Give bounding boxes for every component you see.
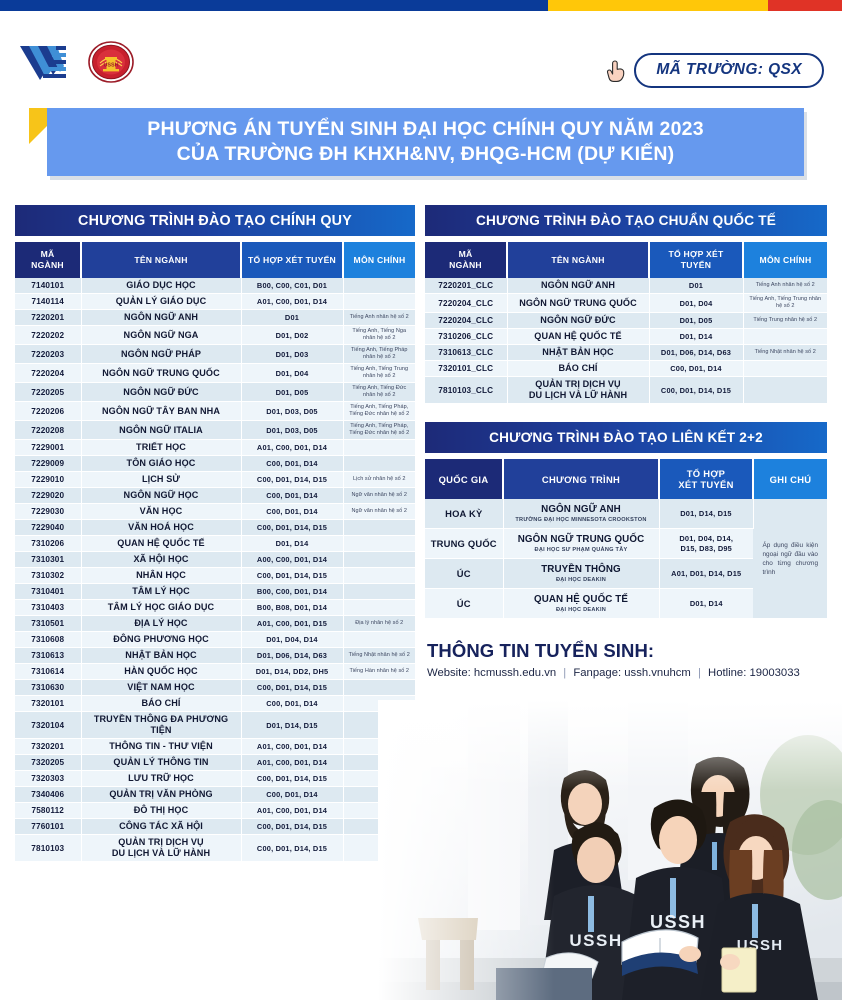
- section-title-chinh-quy: CHƯƠNG TRÌNH ĐÀO TẠO CHÍNH QUY: [15, 205, 415, 236]
- table-row: [15, 648, 415, 664]
- contact-heading: THÔNG TIN TUYỂN SINH:: [427, 640, 655, 661]
- cell-ma-nganh: 7310608: [15, 632, 81, 648]
- table-row: [15, 440, 415, 456]
- cell-mon-chinh: [343, 632, 415, 648]
- col-header-ten-nganh: TÊN NGÀNH: [81, 242, 241, 278]
- cell-to-hop: C00, D01, D14, D15: [241, 472, 343, 488]
- cell-ten-nganh: QUẢN TRỊ DỊCH VỤ DU LỊCH VÀ LỮ HÀNH: [507, 377, 649, 404]
- table-chuan-quoc-te: [425, 242, 827, 404]
- cell-quoc-gia: ÚC: [425, 559, 503, 589]
- table-row: [425, 313, 827, 329]
- photo-illustration: [378, 700, 842, 1000]
- cell-to-hop: C00, D01, D14, D15: [241, 680, 343, 696]
- cell-to-hop: A01, D01, D14, D15: [659, 559, 753, 589]
- cell-to-hop: D01, D05: [241, 383, 343, 402]
- page-header: [0, 11, 842, 96]
- cell-to-hop: D01, D14, DD2, DH5: [241, 664, 343, 680]
- cell-ma-nganh: 7229009: [15, 456, 81, 472]
- cell-ma-nganh: 7310301: [15, 552, 81, 568]
- cell-to-hop: C00, D01, D14, D15: [241, 771, 343, 787]
- cell-to-hop: D01, D14: [659, 589, 753, 619]
- hotline-label: Hotline:: [708, 667, 747, 679]
- table-row: [15, 310, 415, 326]
- cell-ma-nganh: 7320303: [15, 771, 81, 787]
- section-title-lien-ket: CHƯƠNG TRÌNH ĐÀO TẠO LIÊN KẾT 2+2: [425, 422, 827, 453]
- table-row: [15, 696, 415, 712]
- cell-ghi-chu: Áp dụng điều kiện ngoại ngữ đầu vào cho từng chương trình: [753, 499, 827, 619]
- cell-ma-nganh: 7220205: [15, 383, 81, 402]
- cell-ten-nganh: NGÔN NGỮ ANH: [507, 278, 649, 294]
- cell-mon-chinh: [343, 278, 415, 294]
- cell-ma-nganh: 7320205: [15, 755, 81, 771]
- cell-mon-chinh: Tiếng Nhật nhân hệ số 2: [743, 345, 827, 361]
- col-header-to-hop: TỔ HỢP XÉT TUYỂN: [649, 242, 743, 278]
- table-row: [15, 456, 415, 472]
- cell-mon-chinh: [743, 361, 827, 377]
- table-row: [15, 616, 415, 632]
- cell-ten-nganh: BÁO CHÍ: [507, 361, 649, 377]
- logo-group: [18, 39, 134, 85]
- cell-ten-nganh: ĐÔNG PHƯƠNG HỌC: [81, 632, 241, 648]
- cell-quoc-gia: ÚC: [425, 589, 503, 619]
- separator-1: |: [563, 667, 567, 679]
- cell-ma-nganh: 7320201: [15, 739, 81, 755]
- cell-to-hop: D01: [649, 278, 743, 294]
- cell-mon-chinh: Tiếng Trung nhân hệ số 2: [743, 313, 827, 329]
- cell-ma-nganh: 7310206_CLC: [425, 329, 507, 345]
- table-header-row: [15, 242, 415, 278]
- cell-ten-nganh: TÂM LÝ HỌC: [81, 584, 241, 600]
- table-row: [15, 383, 415, 402]
- cell-ten-nganh: ĐÔ THỊ HỌC: [81, 803, 241, 819]
- cell-ten-nganh: VĂN HỌC: [81, 504, 241, 520]
- cell-ma-nganh: 7220206: [15, 402, 81, 421]
- cell-ten-nganh: NGÔN NGỮ ANH: [81, 310, 241, 326]
- cell-mon-chinh: [743, 329, 827, 345]
- right-column: [425, 205, 827, 619]
- col-header-ma-nganh: MÃ NGÀNH: [15, 242, 81, 278]
- cell-to-hop: A00, C00, D01, D14: [241, 552, 343, 568]
- cell-ten-nganh: QUAN HỆ QUỐC TẾ: [507, 329, 649, 345]
- cell-to-hop: D01, D04, D14, D15, D83, D95: [659, 529, 753, 559]
- table-row: [15, 712, 415, 739]
- cell-to-hop: D01, D14, D15: [241, 712, 343, 739]
- hotline-value[interactable]: 19003033: [749, 667, 800, 679]
- table-row: [15, 755, 415, 771]
- cell-to-hop: D01, D03: [241, 345, 343, 364]
- cell-to-hop: A01, C00, D01, D14: [241, 739, 343, 755]
- cell-ten-nganh: QUẢN LÝ THÔNG TIN: [81, 755, 241, 771]
- table-row: [425, 361, 827, 377]
- cell-mon-chinh: Ngữ văn nhân hệ số 2: [343, 504, 415, 520]
- cell-mon-chinh: Tiếng Anh, Tiếng Trung nhân hệ số 2: [743, 294, 827, 313]
- cell-ma-nganh: 7320101_CLC: [425, 361, 507, 377]
- col-header-to-hop: TỔ HỢP XÉT TUYỂN: [659, 459, 753, 499]
- table-row: [425, 294, 827, 313]
- cell-ma-nganh: 7229010: [15, 472, 81, 488]
- col-header-mon-chinh: MÔN CHÍNH: [743, 242, 827, 278]
- cell-to-hop: C00, D01, D14: [241, 504, 343, 520]
- cell-to-hop: A01, C00, D01, D14: [241, 755, 343, 771]
- cell-ma-nganh: 7140101: [15, 278, 81, 294]
- cell-to-hop: B00, C00, D01, D14: [241, 584, 343, 600]
- table-row: [15, 402, 415, 421]
- table-row: [15, 600, 415, 616]
- cell-ten-nganh: NGÔN NGỮ NGA: [81, 326, 241, 345]
- table-row: [15, 584, 415, 600]
- cell-ma-nganh: 7310613: [15, 648, 81, 664]
- cell-mon-chinh: Lịch sử nhân hệ số 2: [343, 472, 415, 488]
- cell-to-hop: C00, D01, D14, D15: [241, 520, 343, 536]
- cell-ten-nganh: LƯU TRỮ HỌC: [81, 771, 241, 787]
- table-row: [425, 377, 827, 404]
- table-row: [425, 345, 827, 361]
- cell-ma-nganh: 7310501: [15, 616, 81, 632]
- table-row: [15, 472, 415, 488]
- cell-ma-nganh: 7220201: [15, 310, 81, 326]
- cell-mon-chinh: [743, 377, 827, 404]
- cell-mon-chinh: [343, 552, 415, 568]
- table-row: [15, 504, 415, 520]
- cell-mon-chinh: Tiếng Anh nhân hệ số 2: [743, 278, 827, 294]
- cell-mon-chinh: Tiếng Anh, Tiếng Pháp, Tiếng Đức nhân hệ số 2: [343, 421, 415, 440]
- cell-ten-nganh: NGÔN NGỮ HỌC: [81, 488, 241, 504]
- table-chinh-quy: [15, 242, 415, 862]
- table-row: [15, 294, 415, 310]
- contact-line: [427, 667, 827, 679]
- cell-ten-nganh: ĐỊA LÝ HỌC: [81, 616, 241, 632]
- section-title-chuan-quoc-te: CHƯƠNG TRÌNH ĐÀO TẠO CHUẨN QUỐC TẾ: [425, 205, 827, 236]
- cell-mon-chinh: Tiếng Anh, Tiếng Đức nhân hệ số 2: [343, 383, 415, 402]
- cell-ten-nganh: XÃ HỘI HỌC: [81, 552, 241, 568]
- table-row: [425, 499, 827, 529]
- cell-ma-nganh: 7310613_CLC: [425, 345, 507, 361]
- cell-to-hop: D01, D05: [649, 313, 743, 329]
- topbar-red-segment: [768, 0, 842, 11]
- cell-ma-nganh: 7220203: [15, 345, 81, 364]
- cell-to-hop: C00, D01, D14, D15: [241, 835, 343, 862]
- cell-ma-nganh: 7310630: [15, 680, 81, 696]
- col-header-ghi-chu: GHI CHÚ: [753, 459, 827, 499]
- cell-to-hop: A01, C00, D01, D15: [241, 616, 343, 632]
- cell-ten-nganh: VĂN HOÁ HỌC: [81, 520, 241, 536]
- table-row: [15, 520, 415, 536]
- cell-ma-nganh: 7229040: [15, 520, 81, 536]
- cell-mon-chinh: [343, 294, 415, 310]
- cell-ma-nganh: 7310401: [15, 584, 81, 600]
- cell-ten-nganh: QUẢN LÝ GIÁO DỤC: [81, 294, 241, 310]
- cell-to-hop: D01, D02: [241, 326, 343, 345]
- students-reading-photo: [378, 700, 842, 1000]
- cell-to-hop: C00, D01, D14, D15: [241, 819, 343, 835]
- cell-mon-chinh: Tiếng Nhật nhân hệ số 2: [343, 648, 415, 664]
- cell-to-hop: A01, C00, D01, D14: [241, 440, 343, 456]
- cell-ma-nganh: 7810103: [15, 835, 81, 862]
- cell-ten-nganh: NHẬT BẢN HỌC: [507, 345, 649, 361]
- cell-to-hop: D01, D03, D05: [241, 402, 343, 421]
- cell-to-hop: D01: [241, 310, 343, 326]
- cell-ma-nganh: 7220204_CLC: [425, 294, 507, 313]
- svg-text:USSH: USSH: [103, 62, 119, 69]
- cell-ma-nganh: 7310302: [15, 568, 81, 584]
- cell-mon-chinh: Ngữ văn nhân hệ số 2: [343, 488, 415, 504]
- cell-ma-nganh: 7229001: [15, 440, 81, 456]
- cell-ten-nganh: NGÔN NGỮ TRUNG QUỐC: [81, 364, 241, 383]
- cell-to-hop: D01, D04, D14: [241, 632, 343, 648]
- website-value[interactable]: hcmussh.edu.vn: [473, 667, 557, 679]
- cell-ten-nganh: QUAN HỆ QUỐC TẾ: [81, 536, 241, 552]
- vnu-hcm-logo: [18, 42, 70, 82]
- cell-ten-nganh: TRUYỀN THÔNG ĐA PHƯƠNG TIỆN: [81, 712, 241, 739]
- cell-to-hop: A01, C00, D01, D14: [241, 294, 343, 310]
- cell-to-hop: B00, C00, C01, D01: [241, 278, 343, 294]
- cell-ma-nganh: 7220201_CLC: [425, 278, 507, 294]
- cell-mon-chinh: [343, 440, 415, 456]
- cell-mon-chinh: Tiếng Anh, Tiếng Trung nhân hệ số 2: [343, 364, 415, 383]
- cell-to-hop: C00, D01, D14: [241, 456, 343, 472]
- table-row: [425, 329, 827, 345]
- cell-ma-nganh: 7140114: [15, 294, 81, 310]
- cell-ten-nganh: HÀN QUỐC HỌC: [81, 664, 241, 680]
- cell-ten-nganh: NHÂN HỌC: [81, 568, 241, 584]
- cell-mon-chinh: Địa lý nhân hệ số 2: [343, 616, 415, 632]
- cell-chuong-trinh: NGÔN NGỮ TRUNG QUỐC ĐẠI HỌC SƯ PHẠM QUẢNG TÂY: [503, 529, 659, 559]
- cell-ma-nganh: 7580112: [15, 803, 81, 819]
- col-header-ma-nganh: MÃ NGÀNH: [425, 242, 507, 278]
- table-row: [15, 632, 415, 648]
- cell-ma-nganh: 7220202: [15, 326, 81, 345]
- cell-to-hop: D01, D06, D14, D63: [241, 648, 343, 664]
- cell-quoc-gia: TRUNG QUỐC: [425, 529, 503, 559]
- cell-ten-nganh: QUẢN TRỊ VĂN PHÒNG: [81, 787, 241, 803]
- col-header-to-hop: TỔ HỢP XÉT TUYỂN: [241, 242, 343, 278]
- cell-chuong-trinh: NGÔN NGỮ ANH TRƯỜNG ĐẠI HỌC MINNESOTA CROOKSTON: [503, 499, 659, 529]
- fanpage-label: Fanpage:: [573, 667, 622, 679]
- cell-ma-nganh: 7310206: [15, 536, 81, 552]
- main-title-banner: [47, 108, 804, 176]
- table-row: [15, 680, 415, 696]
- separator-2: |: [697, 667, 701, 679]
- cell-ma-nganh: 7760101: [15, 819, 81, 835]
- cell-ten-nganh: CÔNG TÁC XÃ HỘI: [81, 819, 241, 835]
- cell-ma-nganh: 7320101: [15, 696, 81, 712]
- table-row: [15, 364, 415, 383]
- table-row: [15, 835, 415, 862]
- table-header-row: [425, 459, 827, 499]
- table-header-row: [425, 242, 827, 278]
- cell-ma-nganh: 7810103_CLC: [425, 377, 507, 404]
- cell-to-hop: D01, D14, D15: [659, 499, 753, 529]
- cell-ma-nganh: 7310614: [15, 664, 81, 680]
- cell-to-hop: C00, D01, D14, D15: [649, 377, 743, 404]
- cell-mon-chinh: [343, 536, 415, 552]
- cell-mon-chinh: Tiếng Anh nhân hệ số 2: [343, 310, 415, 326]
- table-row: [15, 552, 415, 568]
- cell-to-hop: D01, D04: [241, 364, 343, 383]
- cell-chuong-trinh: TRUYỀN THÔNG ĐẠI HỌC DEAKIN: [503, 559, 659, 589]
- table-row: [15, 739, 415, 755]
- cell-to-hop: D01, D06, D14, D63: [649, 345, 743, 361]
- cell-to-hop: D01, D14: [649, 329, 743, 345]
- pointing-hand-icon: [604, 58, 628, 84]
- cell-ma-nganh: 7340406: [15, 787, 81, 803]
- cell-quoc-gia: HOA KỲ: [425, 499, 503, 529]
- cell-mon-chinh: Tiếng Hàn nhân hệ số 2: [343, 664, 415, 680]
- cell-to-hop: D01, D03, D05: [241, 421, 343, 440]
- cell-ten-nganh: VIỆT NAM HỌC: [81, 680, 241, 696]
- cell-mon-chinh: [343, 680, 415, 696]
- cell-ten-nganh: BÁO CHÍ: [81, 696, 241, 712]
- cell-to-hop: C00, D01, D14: [241, 787, 343, 803]
- main-title-line2: CỦA TRƯỜNG ĐH KHXH&NV, ĐHQG-HCM (DỰ KIẾN): [176, 143, 675, 165]
- cell-ten-nganh: NGÔN NGỮ ĐỨC: [81, 383, 241, 402]
- table-row: [425, 278, 827, 294]
- table-row: [15, 803, 415, 819]
- cell-ten-nganh: TÂM LÝ HỌC GIÁO DỤC: [81, 600, 241, 616]
- cell-to-hop: B00, B08, D01, D14: [241, 600, 343, 616]
- cell-ten-nganh: NGÔN NGỮ TÂY BAN NHA: [81, 402, 241, 421]
- topbar-blue-segment: [0, 0, 548, 11]
- col-header-ten-nganh: TÊN NGÀNH: [507, 242, 649, 278]
- cell-to-hop: C00, D01, D14: [241, 696, 343, 712]
- cell-ten-nganh: GIÁO DỤC HỌC: [81, 278, 241, 294]
- top-color-bar: [0, 0, 842, 11]
- table-row: [15, 326, 415, 345]
- left-column: [15, 205, 415, 862]
- table-row: [15, 278, 415, 294]
- cell-mon-chinh: [343, 584, 415, 600]
- contact-block: [427, 640, 827, 679]
- ussh-seal-logo: [88, 39, 134, 85]
- cell-mon-chinh: Tiếng Anh, Tiếng Pháp, Tiếng Đức nhân hệ số 2: [343, 402, 415, 421]
- cell-to-hop: D01, D14: [241, 536, 343, 552]
- cell-ten-nganh: NGÔN NGỮ ĐỨC: [507, 313, 649, 329]
- col-header-quoc-gia: QUỐC GIA: [425, 459, 503, 499]
- cell-mon-chinh: [343, 600, 415, 616]
- cell-ten-nganh: NHẬT BẢN HỌC: [81, 648, 241, 664]
- col-header-mon-chinh: MÔN CHÍNH: [343, 242, 415, 278]
- table-row: [15, 536, 415, 552]
- cell-ten-nganh: TÔN GIÁO HỌC: [81, 456, 241, 472]
- cell-mon-chinh: [343, 568, 415, 584]
- table-row: [15, 488, 415, 504]
- col-header-chuong-trinh: CHƯƠNG TRÌNH: [503, 459, 659, 499]
- table-row: [15, 664, 415, 680]
- cell-ten-nganh: TRIẾT HỌC: [81, 440, 241, 456]
- cell-mon-chinh: [343, 456, 415, 472]
- cell-mon-chinh: Tiếng Anh, Tiếng Pháp nhân hệ số 2: [343, 345, 415, 364]
- cell-mon-chinh: Tiếng Anh, Tiếng Nga nhân hệ số 2: [343, 326, 415, 345]
- cell-ten-nganh: NGÔN NGỮ ITALIA: [81, 421, 241, 440]
- cell-ma-nganh: 7220208: [15, 421, 81, 440]
- cell-ma-nganh: 7229030: [15, 504, 81, 520]
- cell-ten-nganh: LỊCH SỬ: [81, 472, 241, 488]
- cell-to-hop: C00, D01, D14: [649, 361, 743, 377]
- cell-ma-nganh: 7320104: [15, 712, 81, 739]
- cell-to-hop: C00, D01, D14: [241, 488, 343, 504]
- cell-ma-nganh: 7220204: [15, 364, 81, 383]
- school-code-area: [604, 53, 824, 88]
- topbar-yellow-segment: [548, 0, 768, 11]
- table-row: [15, 787, 415, 803]
- school-code-badge[interactable]: MÃ TRƯỜNG: QSX: [634, 53, 824, 88]
- cell-ten-nganh: THÔNG TIN - THƯ VIỆN: [81, 739, 241, 755]
- table-row: [15, 345, 415, 364]
- cell-chuong-trinh: QUAN HỆ QUỐC TẾ ĐẠI HỌC DEAKIN: [503, 589, 659, 619]
- cell-ma-nganh: 7310403: [15, 600, 81, 616]
- table-row: [15, 819, 415, 835]
- cell-ma-nganh: 7229020: [15, 488, 81, 504]
- fanpage-value[interactable]: ussh.vnuhcm: [624, 667, 691, 679]
- cell-ten-nganh: NGÔN NGỮ TRUNG QUỐC: [507, 294, 649, 313]
- cell-to-hop: C00, D01, D14, D15: [241, 568, 343, 584]
- website-label: Website:: [427, 667, 471, 679]
- cell-ten-nganh: QUẢN TRỊ DỊCH VỤ DU LỊCH VÀ LỮ HÀNH: [81, 835, 241, 862]
- cell-mon-chinh: [343, 520, 415, 536]
- table-lien-ket-2-2: [425, 459, 827, 619]
- cell-ma-nganh: 7220204_CLC: [425, 313, 507, 329]
- cell-to-hop: D01, D04: [649, 294, 743, 313]
- cell-ten-nganh: NGÔN NGỮ PHÁP: [81, 345, 241, 364]
- table-row: [15, 771, 415, 787]
- table-row: [15, 568, 415, 584]
- main-title-line1: PHƯƠNG ÁN TUYỂN SINH ĐẠI HỌC CHÍNH QUY NĂM 2023: [147, 118, 704, 140]
- table-row: [15, 421, 415, 440]
- cell-to-hop: A01, C00, D01, D14: [241, 803, 343, 819]
